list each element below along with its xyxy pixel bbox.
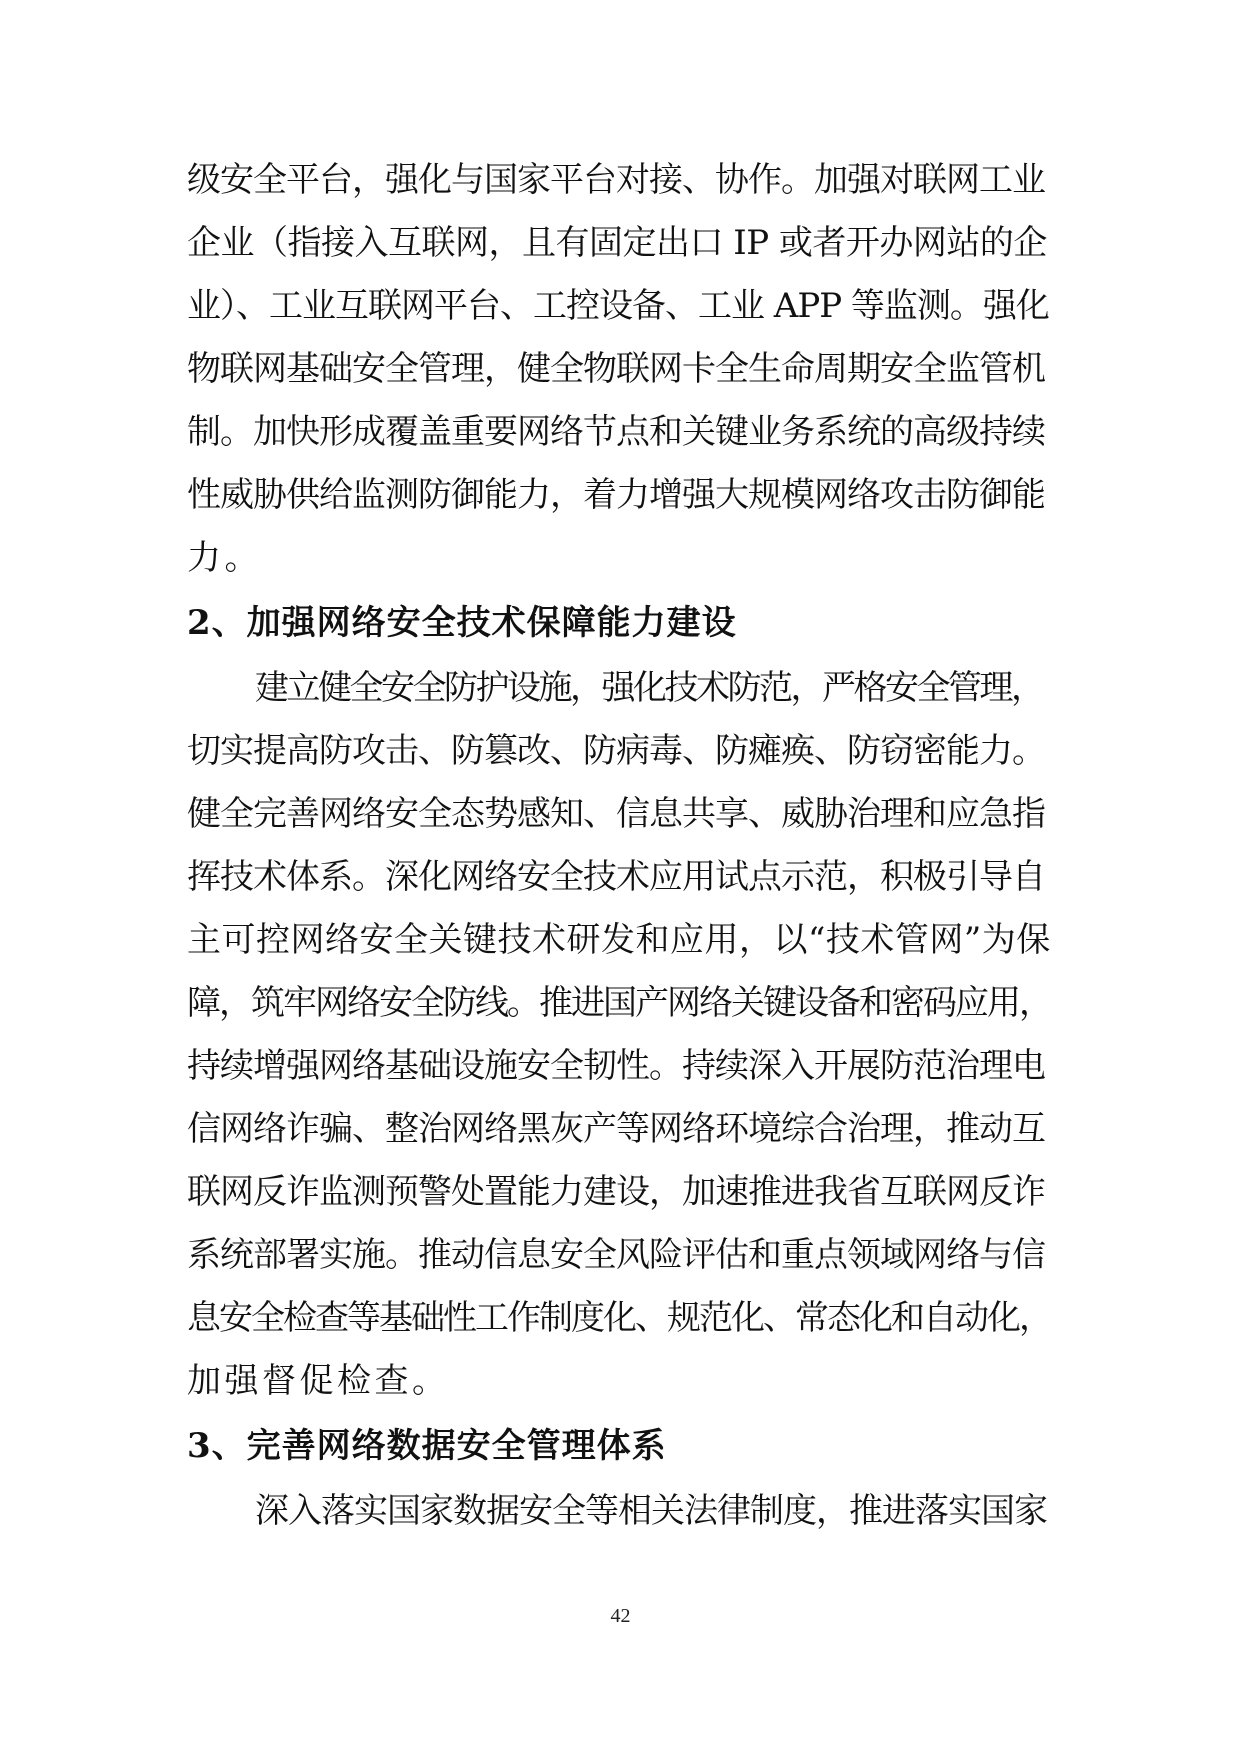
body-text-line: 主可控网络安全关键技术研发和应用，以“技术管网”为保: [187, 920, 1051, 960]
body-text-line: 制。加快形成覆盖重要网络节点和关键业务系统的高级持续: [187, 412, 1045, 452]
body-text-line: 级安全平台，强化与国家平台对接、协作。加强对联网工业: [187, 160, 1045, 200]
body-text-line: 深入落实国家数据安全等相关法律制度，推进落实国家: [255, 1491, 1047, 1531]
body-text-line: 系统部署实施。推动信息安全风险评估和重点领域网络与信: [187, 1235, 1045, 1275]
body-text-line: 联网反诈监测预警处置能力建设，加速推进我省互联网反诈: [187, 1172, 1045, 1212]
page-number: 42: [610, 1605, 631, 1627]
body-text-line: 企业（指接入互联网，且有固定出口 IP 或者开办网站的企: [187, 223, 1047, 263]
body-text-line: 息安全检查等基础性工作制度化、规范化、常态化和自动化，: [187, 1298, 1051, 1338]
body-text-line: 物联网基础安全管理，健全物联网卡全生命周期安全监管机: [187, 349, 1045, 389]
body-text-line: 挥技术体系。深化网络安全技术应用试点示范，积极引导自: [187, 857, 1045, 897]
body-text-line: 业）、工业互联网平台、工控设备、工业 APP 等监测。强化: [187, 286, 1049, 326]
body-text-line: 力。: [187, 538, 262, 578]
section-heading: 2、加强网络安全技术保障能力建设: [187, 603, 737, 643]
body-text-line: 信网络诈骗、整治网络黑灰产等网络环境综合治理，推动互: [187, 1109, 1045, 1149]
body-text-line: 建立健全安全防护设施，强化技术防范，严格安全管理，: [255, 668, 1043, 708]
body-text-line: 障，筑牢网络安全防线。推进国产网络关键设备和密码应用，: [187, 983, 1051, 1023]
body-text-line: 持续增强网络基础设施安全韧性。持续深入开展防范治理电: [187, 1046, 1045, 1086]
section-heading: 3、完善网络数据安全管理体系: [187, 1426, 667, 1466]
body-text-line: 健全完善网络安全态势感知、信息共享、威胁治理和应急指: [187, 794, 1045, 834]
body-text-line: 性威胁供给监测防御能力，着力增强大规模网络攻击防御能: [187, 475, 1045, 515]
body-text-line: 切实提高防攻击、防篡改、防病毒、防瘫痪、防窃密能力。: [187, 731, 1045, 771]
body-text-line: 加强督促检查。: [187, 1361, 450, 1401]
